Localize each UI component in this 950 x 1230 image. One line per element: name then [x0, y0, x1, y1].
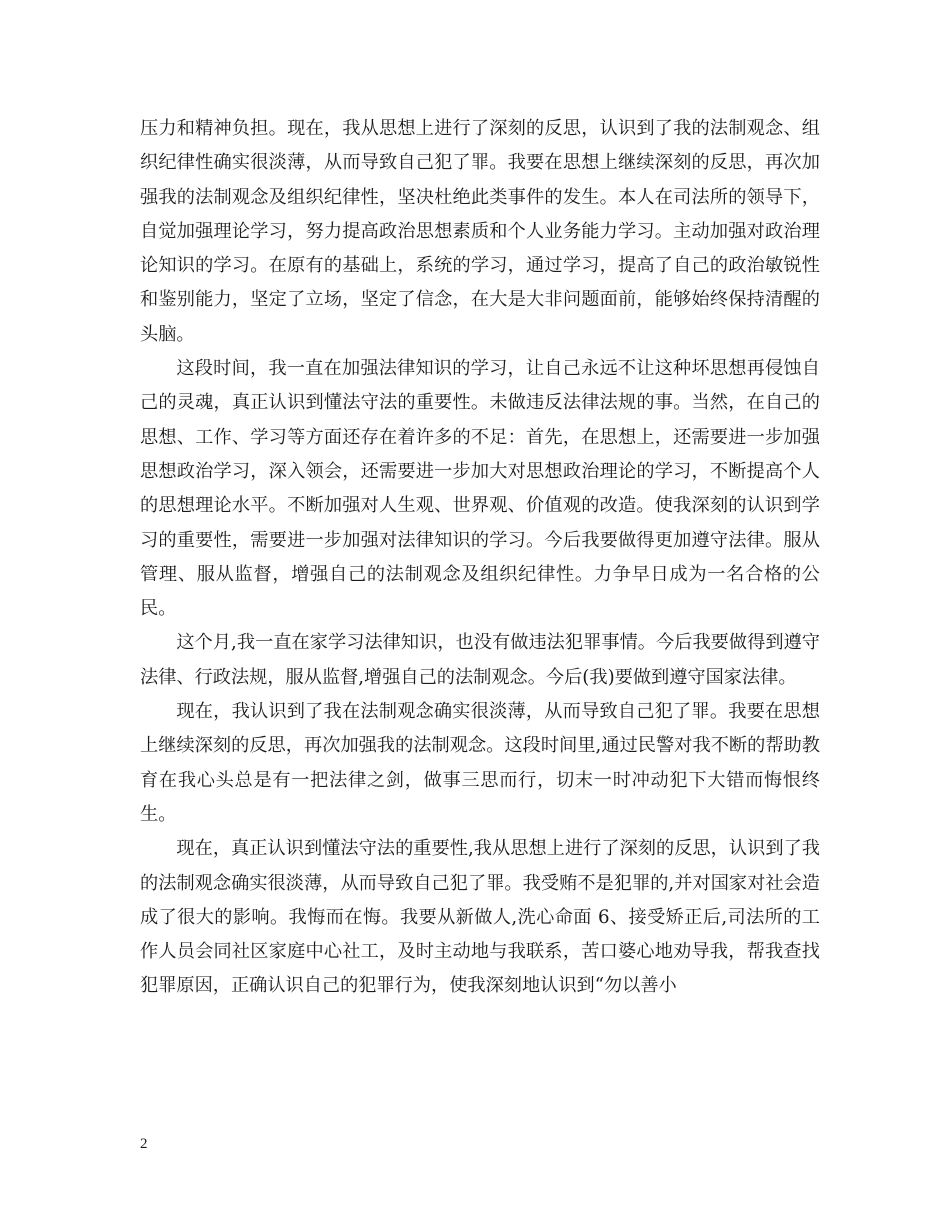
document-body — [140, 112, 820, 1004]
paragraph-4: 现在，我认识到了我在法制观念确实很淡薄，从而导致自己犯了罪。我要在思想上继续深刻的反思，再次加强我的法制观念。这段时间里,通过民警对我不断的帮助教育在我心头总是有一把法律之剑，做事三思而行，切末一时冲动犯下大错而悔恨终生。 — [140, 701, 820, 825]
paragraph-3: 这个月,我一直在家学习法律知识，也没有做违法犯罪事情。今后我要做得到遵守法律、行政法规，服从监督,增强自己的法制观念。今后(我)要做到遵守国家法律。 — [140, 632, 820, 688]
paragraph-5: 现在，真正认识到懂法守法的重要性,我从思想上进行了深刻的反思，认识到了我的法制观念确实很淡薄，从而导致自己犯了罪。我受贿不是犯罪的,并对国家对社会造成了很大的影响。我悔而在悔。我要从新做人,洗心命面 6、接受矫正后,司法所的工作人员会同社区家庭中心社工，及时主动地与我联系，苦口婆心地劝导我，帮我查找犯罪原因，正确认识自己的犯罪行为，使我深刻地认识到“勿以善小 — [140, 838, 820, 997]
paragraph-1: 压力和精神负担。现在，我从思想上进行了深刻的反思，认识到了我的法制观念、组织纪律性确实很淡薄，从而导致自己犯了罪。我要在思想上继续深刻的反思，再次加强我的法制观念及组织纪律性，坚决杜绝此类事件的发生。本人在司法所的领导下，自觉加强理论学习，努力提高政治思想素质和个人业务能力学习。主动加强对政治理论知识的学习。在原有的基础上，系统的学习，通过学习，提高了自己的政治敏锐性和鉴别能力，坚定了立场，坚定了信念，在大是大非问题面前，能够始终保持清醒的头脑。 — [140, 118, 820, 345]
paragraph-2: 这段时间，我一直在加强法律知识的学习，让自己永远不让这种坏思想再侵蚀自己的灵魂，真正认识到懂法守法的重要性。未做违反法律法规的事。当然，在自己的思想、工作、学习等方面还存在着许多的不足：首先，在思想上，还需要进一步加强思想政治学习，深入领会，还需要进一步加大对思想政治理论的学习，不断提高个人的思想理论水平。不断加强对人生观、世界观、价值观的改造。使我深刻的认识到学习的重要性，需要进一步加强对法律知识的学习。今后我要做得更加遵守法律。服从管理、服从监督，增强自己的法制观念及组织纪律性。力争早日成为一名合格的公民。 — [140, 358, 820, 620]
page-number: 2 — [140, 1136, 148, 1152]
